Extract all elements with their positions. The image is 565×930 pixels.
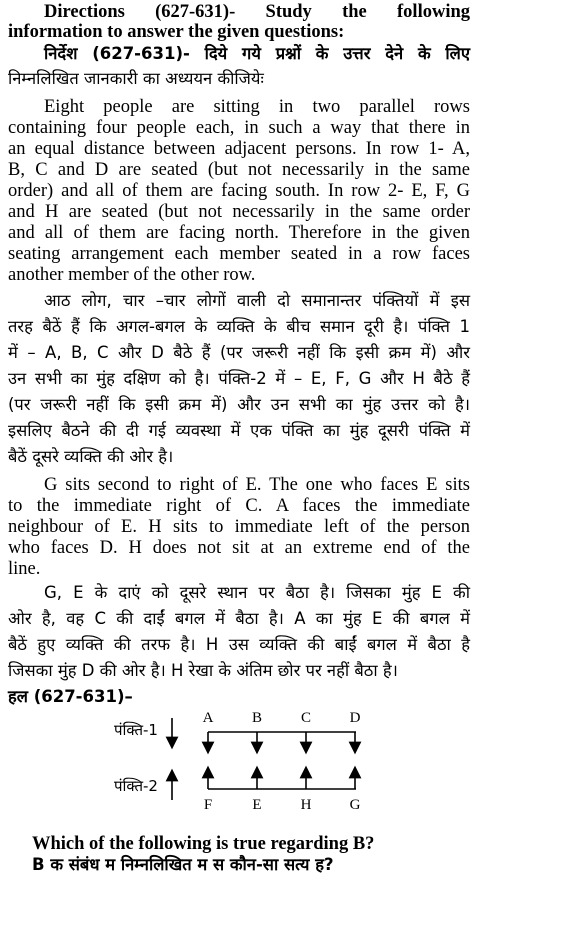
- passage-hi-line: तरह बैठें हैं कि अगल-बगल के व्यक्ति के बीच समान दूरी है। पंक्ति 1: [8, 317, 470, 336]
- passage-en-line: and H are seated (but not necessarily in the same order: [8, 202, 470, 222]
- passage-en-line: an equal distance between adjacent persons. In row 1- A,: [8, 139, 470, 159]
- passage-en-line: and all of them are facing north. Therefore in the given: [8, 223, 470, 243]
- question-en: Which of the following is true regarding B?: [32, 834, 375, 854]
- row-2-label: पंक्ति-2: [114, 777, 158, 795]
- question-hi: B क संबंध म निम्नलिखित म स कौन-सा सत्य ह?: [32, 855, 334, 874]
- passage-hi-line: आठ लोग, चार –चार लोगों वाली दो समानान्तर पंक्तियों में इस: [44, 291, 470, 310]
- passage-en-line: order) and all of them are facing south. In row 2- E, F, G: [8, 181, 470, 201]
- seat-label: F: [203, 797, 213, 813]
- clue-hi-line: बैठें हुए व्यक्ति की तरफ है। H उस व्यक्ति की बाईं बगल में बैठा है: [8, 635, 470, 654]
- passage-en-line: seating arrangement each member seated in a row faces: [8, 244, 470, 264]
- seat-label: H: [300, 797, 312, 813]
- seat-label: B: [251, 710, 263, 726]
- passage-hi-line: बैठें दूसरे व्यक्ति की ओर है।: [8, 447, 174, 466]
- row-1-seats: [203, 710, 361, 748]
- passage-en-line: another member of the other row.: [8, 265, 256, 285]
- clue-en-line: neighbour of E. H sits to immediate left of the person: [8, 517, 470, 537]
- passage-hi-line: (पर जरूरी नहीं कि इसी क्रम में) और उन सभी का मुंह उत्तर को है।: [8, 395, 470, 414]
- passage-hi-line: में – A, B, C और D बैठे हैं (पर जरूरी नहीं कि इसी क्रम में) और: [8, 343, 470, 362]
- clue-en-line: line.: [8, 559, 41, 579]
- clue-en-line: who faces D. H does not sit at an extreme end of the: [8, 538, 470, 558]
- seat-label: A: [202, 710, 214, 726]
- clue-en-line: to the immediate right of C. A faces the immediate: [8, 496, 470, 516]
- passage-en-line: Eight people are sitting in two parallel rows: [44, 97, 470, 117]
- directions-hindi-line-2: निम्नलिखित जानकारी का अध्ययन कीजियेः: [8, 69, 264, 88]
- seat-label: G: [349, 797, 361, 813]
- passage-en-line: B, C and D are seated (but not necessarily in the same: [8, 160, 470, 180]
- seat-label: E: [252, 797, 262, 813]
- directions-line-1: Directions (627-631)- Study the following: [44, 2, 470, 22]
- passage-hi-line: उन सभी का मुंह दक्षिण को है। पंक्ति-2 में – E, F, G और H बैठे हैं: [8, 369, 470, 388]
- clue-hi-line: जिसका मुंह D की ओर है। H रेखा के अंतिम छोर पर नहीं बैठा है।: [8, 661, 398, 680]
- solution-heading: हल (627-631)–: [8, 687, 133, 706]
- seating-diagram: [100, 705, 380, 817]
- directions-hindi-line-1: निर्देश (627-631)- दिये गये प्रश्नों के उत्तर देने के लिए: [44, 44, 470, 63]
- seat-label: C: [300, 710, 312, 726]
- clue-en-line: G sits second to right of E. The one who faces E sits: [44, 475, 470, 495]
- directions-line-2: information to answer the given questions:: [8, 22, 345, 42]
- row-2-seats: [204, 772, 361, 813]
- seat-label: D: [349, 710, 361, 726]
- passage-hi-line: इसलिए बैठने की दी गई व्यवस्था में एक पंक्ति का मुंह दूसरी पंक्ति में: [8, 421, 470, 440]
- row-1-label: पंक्ति-1: [114, 721, 158, 739]
- clue-hi-line: ओर है, वह C की दाईं बगल में बैठा है। A का मुंह E की बगल में: [8, 609, 470, 628]
- passage-en-line: containing four people each, in such a way that there in: [8, 118, 470, 138]
- clue-hi-line: G, E के दाएं को दूसरे स्थान पर बैठा है। जिसका मुंह E की: [44, 583, 470, 602]
